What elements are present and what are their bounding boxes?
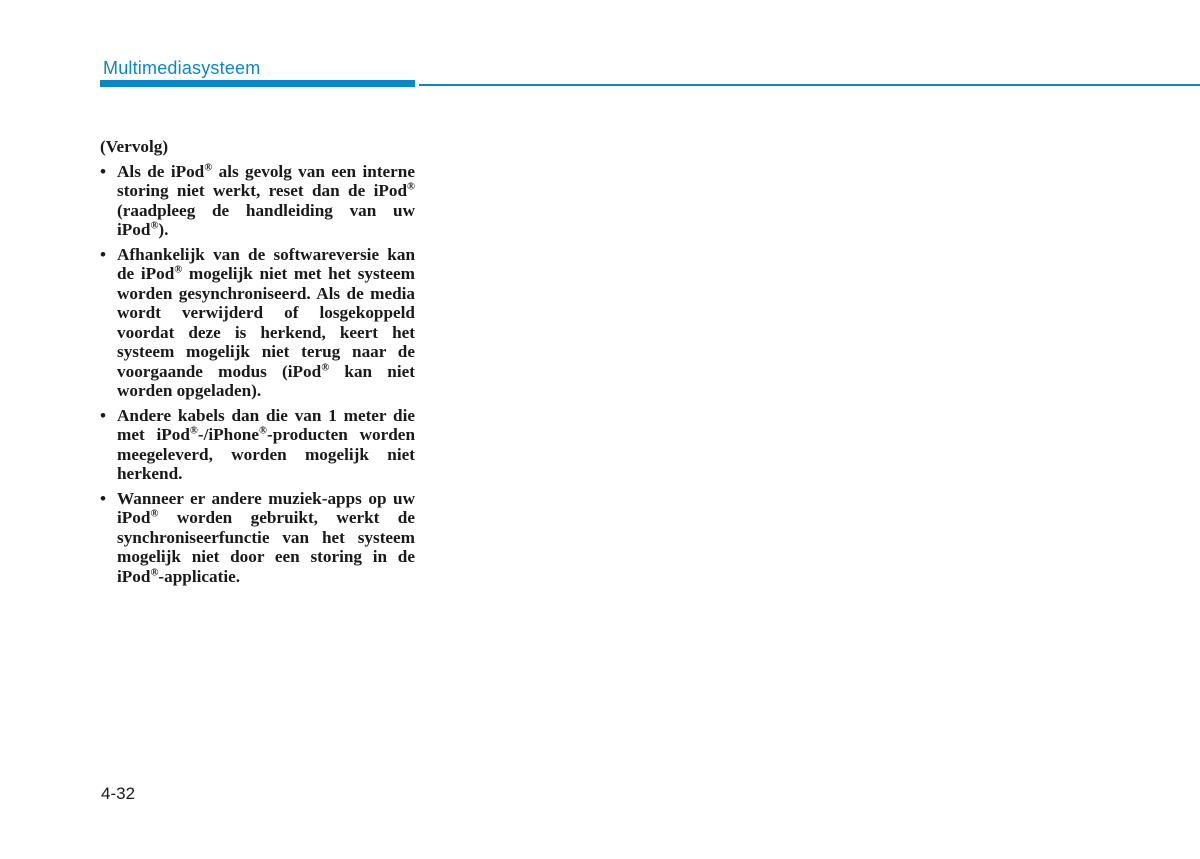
list-item-text: Andere kabels dan die van 1 meter die met iPod®-/iPhone®-producten worden meegeleverd, worden mogelijk niet herkend. — [117, 405, 415, 483]
bullet-dot: • — [100, 244, 107, 264]
bullet-dot: • — [100, 161, 107, 181]
list-item — [100, 489, 415, 587]
bullet-dot: • — [100, 405, 107, 425]
main-column — [100, 137, 415, 591]
list-item-text: Als de iPod® als gevolg van een interne storing niet werkt, reset dan de iPod® (raadpleeg de handleiding van uw iPod®). — [117, 161, 415, 239]
section-title: Multimediasysteem — [103, 58, 261, 78]
bullet-dot: • — [100, 488, 107, 508]
header-rule-thick — [100, 80, 415, 87]
list-item-text: Wanneer er andere muziek-apps op uw iPod® worden gebruikt, werkt de synchroniseerfunctie van het systeem mogelijk niet door een storing in de iPod®-applicatie. — [117, 488, 415, 586]
list-item-text: Afhankelijk van de softwareversie kan de iPod® mogelijk niet met het systeem worden gesynchroniseerd. Als de media wordt verwijderd of losgekoppeld voordat deze is herkend, keert het systeem mogelijk niet terug naar de voorgaande modus (iPod® kan niet worden opgeladen). — [117, 244, 415, 400]
bullet-list — [100, 162, 415, 587]
list-item — [100, 245, 415, 401]
list-item — [100, 162, 415, 240]
page-number: 4-32 — [101, 784, 136, 803]
header-rule-thin — [419, 84, 1200, 86]
continuation-label: (Vervolg) — [100, 137, 169, 156]
list-item — [100, 406, 415, 484]
